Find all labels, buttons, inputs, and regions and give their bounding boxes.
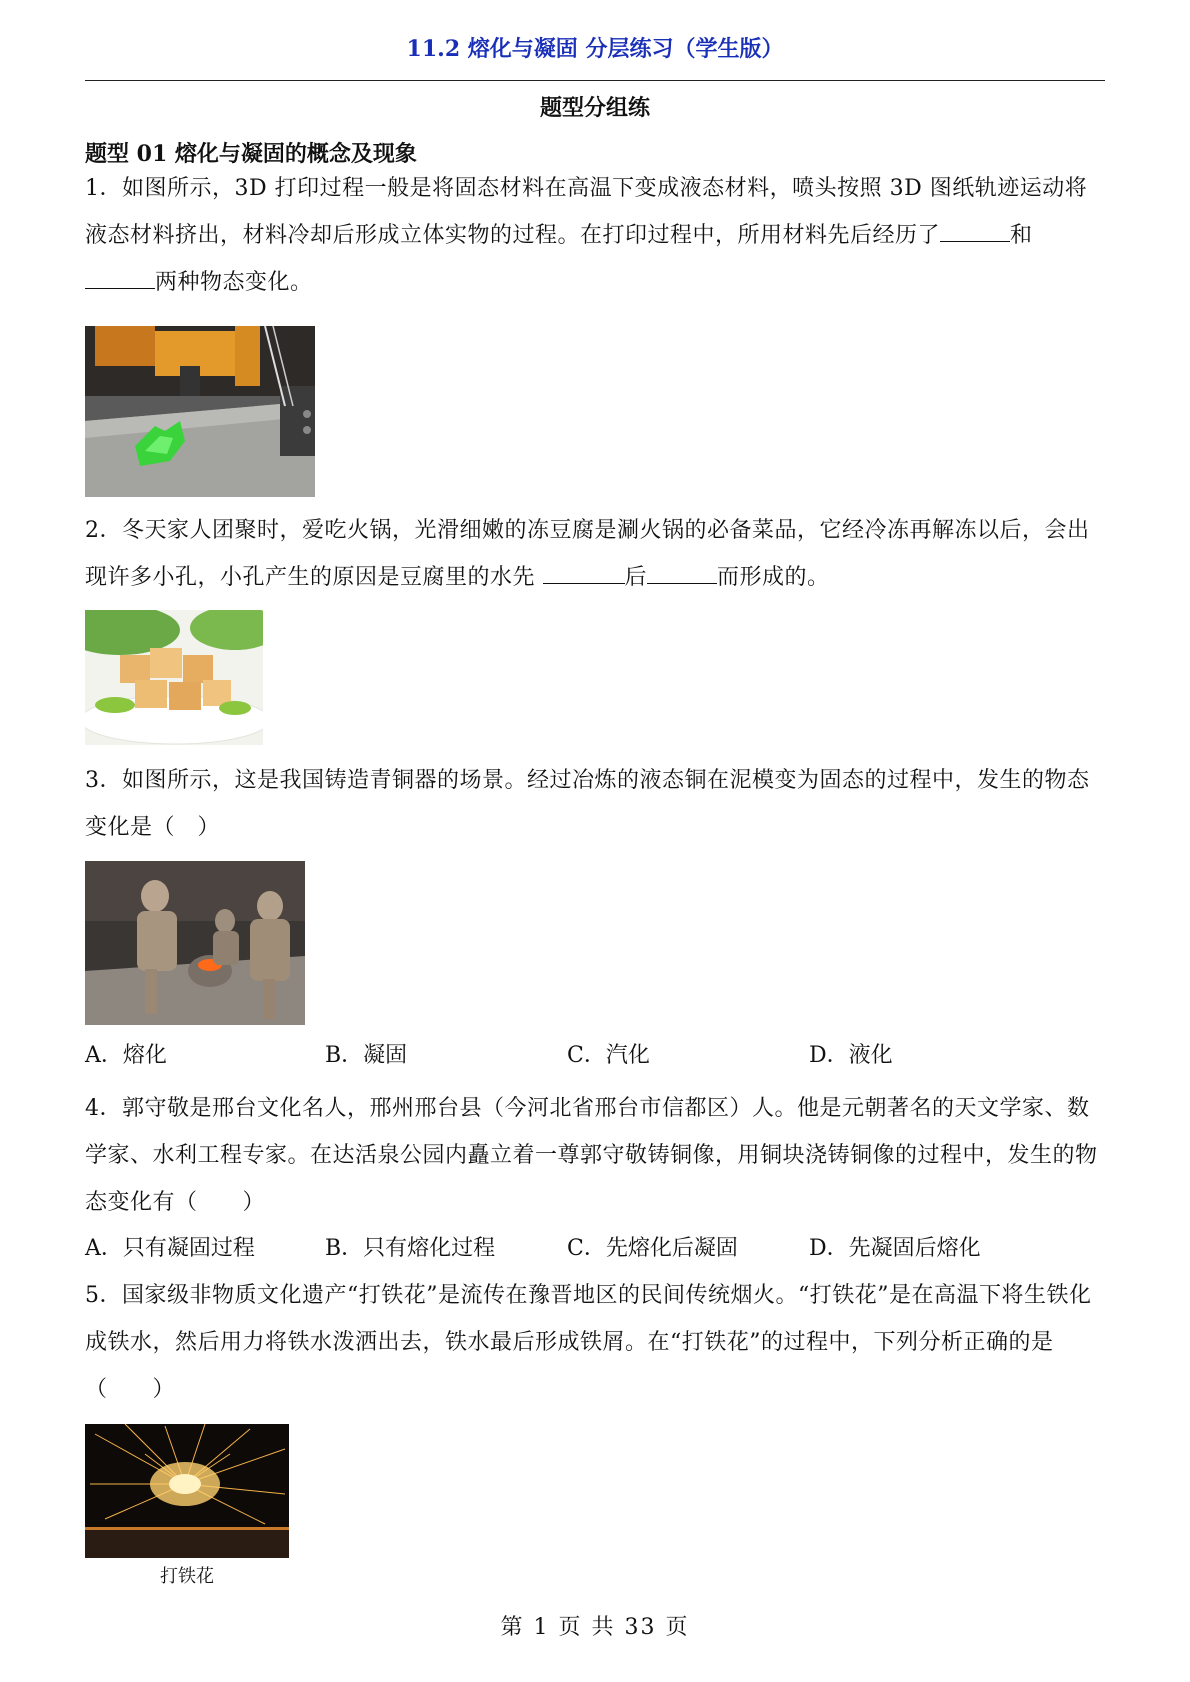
answer-blank[interactable] xyxy=(85,262,155,289)
bronze-casting-image xyxy=(85,861,305,1025)
answer-blank[interactable] xyxy=(647,557,717,584)
option-a[interactable]: A．只有凝固过程 xyxy=(85,1236,255,1261)
image-caption: 打铁花 xyxy=(160,1566,214,1587)
question-2-text-after: 后 xyxy=(624,565,648,590)
page-number: 第 1 页 共 33 页 xyxy=(500,1615,690,1640)
section-title: 题型分组练 xyxy=(539,95,650,121)
question-3-text: 3．如图所示，这是我国铸造青铜器的场景。经过冶炼的液态铜在泥模变为固态的过程中，发生的物态变化是（ ） xyxy=(85,768,1090,840)
question-2-text: 2．冬天家人团聚时，爱吃火锅，光滑细嫩的冻豆腐是涮火锅的必备菜品，它经冷冻再解冻以后，会出现许多小孔，小孔产生的原因是豆腐里的水先 xyxy=(85,518,1090,590)
question-1 xyxy=(85,165,1105,306)
option-c[interactable]: C．汽化 xyxy=(567,1043,650,1068)
iron-flower-image xyxy=(85,1424,289,1558)
question-5 xyxy=(85,1272,1105,1413)
option-a[interactable]: A．熔化 xyxy=(85,1043,167,1068)
option-c[interactable]: C．先熔化后凝固 xyxy=(567,1236,738,1261)
option-d[interactable]: D．先凝固后熔化 xyxy=(809,1236,981,1261)
question-2 xyxy=(85,507,1105,601)
3d-printer-image xyxy=(85,326,315,497)
question-type-title: 题型 01 熔化与凝固的概念及现象 xyxy=(85,141,417,167)
document-header xyxy=(85,32,1105,81)
question-2-text-tail: 而形成的。 xyxy=(717,565,830,590)
option-b[interactable]: B．只有熔化过程 xyxy=(325,1236,496,1261)
document-title: 11.2 熔化与凝固 分层练习（学生版） xyxy=(406,36,784,62)
question-3 xyxy=(85,757,1105,851)
question-1-text-tail: 两种物态变化。 xyxy=(155,270,313,295)
question-1-text-and: 和 xyxy=(1010,223,1033,248)
answer-blank[interactable] xyxy=(940,215,1010,242)
option-d[interactable]: D．液化 xyxy=(809,1043,893,1068)
question-4 xyxy=(85,1085,1105,1226)
answer-blank[interactable] xyxy=(543,557,625,584)
option-b[interactable]: B．凝固 xyxy=(325,1043,408,1068)
question-5-text: 5．国家级非物质文化遗产“打铁花”是流传在豫晋地区的民间传统烟火。“打铁花”是在高温下将生铁化成铁水，然后用力将铁水泼洒出去，铁水最后形成铁屑。在“打铁花”的过程中，下列分析正确的是（ ） xyxy=(85,1283,1092,1402)
question-1-text: 1．如图所示，3D 打印过程一般是将固态材料在高温下变成液态材料，喷头按照 3D 图纸轨迹运动将液态材料挤出，材料冷却后形成立体实物的过程。在打印过程中，所用材料先后经历了 xyxy=(85,176,1088,248)
question-4-text: 4．郭守敬是邢台文化名人，邢州邢台县（今河北省邢台市信都区）人。他是元朝著名的天文学家、数学家、水利工程专家。在达活泉公园内矗立着一尊郭守敬铸铜像，用铜块浇铸铜像的过程中，发生的物态变化有（ ） xyxy=(85,1096,1098,1215)
frozen-tofu-image xyxy=(85,610,263,745)
